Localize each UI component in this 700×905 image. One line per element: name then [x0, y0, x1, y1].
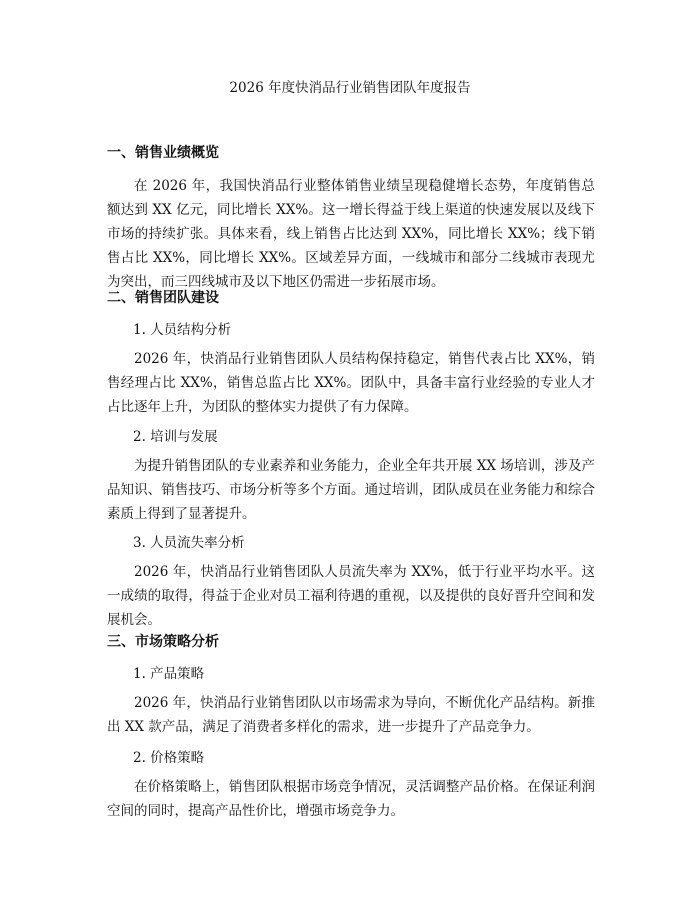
paragraph-price-strategy: 在价格策略上，销售团队根据市场竞争情况，灵活调整产品价格。在保证利润空间的同时，提高产品性价比，增强市场竞争力。	[107, 779, 595, 819]
section-heading-team-building: 二、销售团队建设	[107, 290, 219, 306]
paragraph-sales-performance: 在 2026 年，我国快消品行业整体销售业绩呈现稳健增长态势，年度销售总额达到 XX 亿元，同比增长 XX%。这一增长得益于线上渠道的快速发展以及线下市场的持续扩张。具体来看，线上销售占比达到 XX%，同比增长 XX%；线下销售占比 XX%，同比增长 XX%。区域差异方面，一线城市和部分二线城市表现尤为突出，而三四线城市及以下地区仍需进一步拓展市场。	[107, 178, 595, 290]
paragraph-personnel-structure: 2026 年，快消品行业销售团队人员结构保持稳定，销售代表占比 XX%，销售经理占比 XX%，销售总监占比 XX%。团队中，具备丰富行业经验的专业人才占比逐年上升，为团队的整体实力提供了有力保障。	[107, 351, 595, 415]
section-heading-sales-performance: 一、销售业绩概览	[107, 145, 219, 161]
paragraph-product-strategy: 2026 年，快消品行业销售团队以市场需求为导向，不断优化产品结构。新推出 XX 款产品，满足了消费者多样化的需求，进一步提升了产品竞争力。	[107, 695, 595, 735]
section-heading-market-strategy: 三、市场策略分析	[107, 634, 219, 650]
subsection-heading-training: 2. 培训与发展	[133, 429, 218, 445]
subsection-heading-product-strategy: 1. 产品策略	[133, 666, 205, 682]
paragraph-attrition: 2026 年，快消品行业销售团队人员流失率为 XX%，低于行业平均水平。这一成绩的取得，得益于企业对员工福利待遇的重视，以及提供的良好晋升空间和发展机会。	[107, 564, 595, 628]
document-title: 2026 年度快消品行业销售团队年度报告	[229, 80, 471, 96]
subsection-heading-personnel-structure: 1. 人员结构分析	[133, 322, 232, 338]
subsection-heading-price-strategy: 2. 价格策略	[133, 750, 205, 766]
subsection-heading-attrition: 3. 人员流失率分析	[133, 535, 245, 551]
paragraph-training: 为提升销售团队的专业素养和业务能力，企业全年共开展 XX 场培训，涉及产品知识、销售技巧、市场分析等多个方面。通过培训，团队成员在业务能力和综合素质上得到了显著提升。	[107, 458, 595, 522]
